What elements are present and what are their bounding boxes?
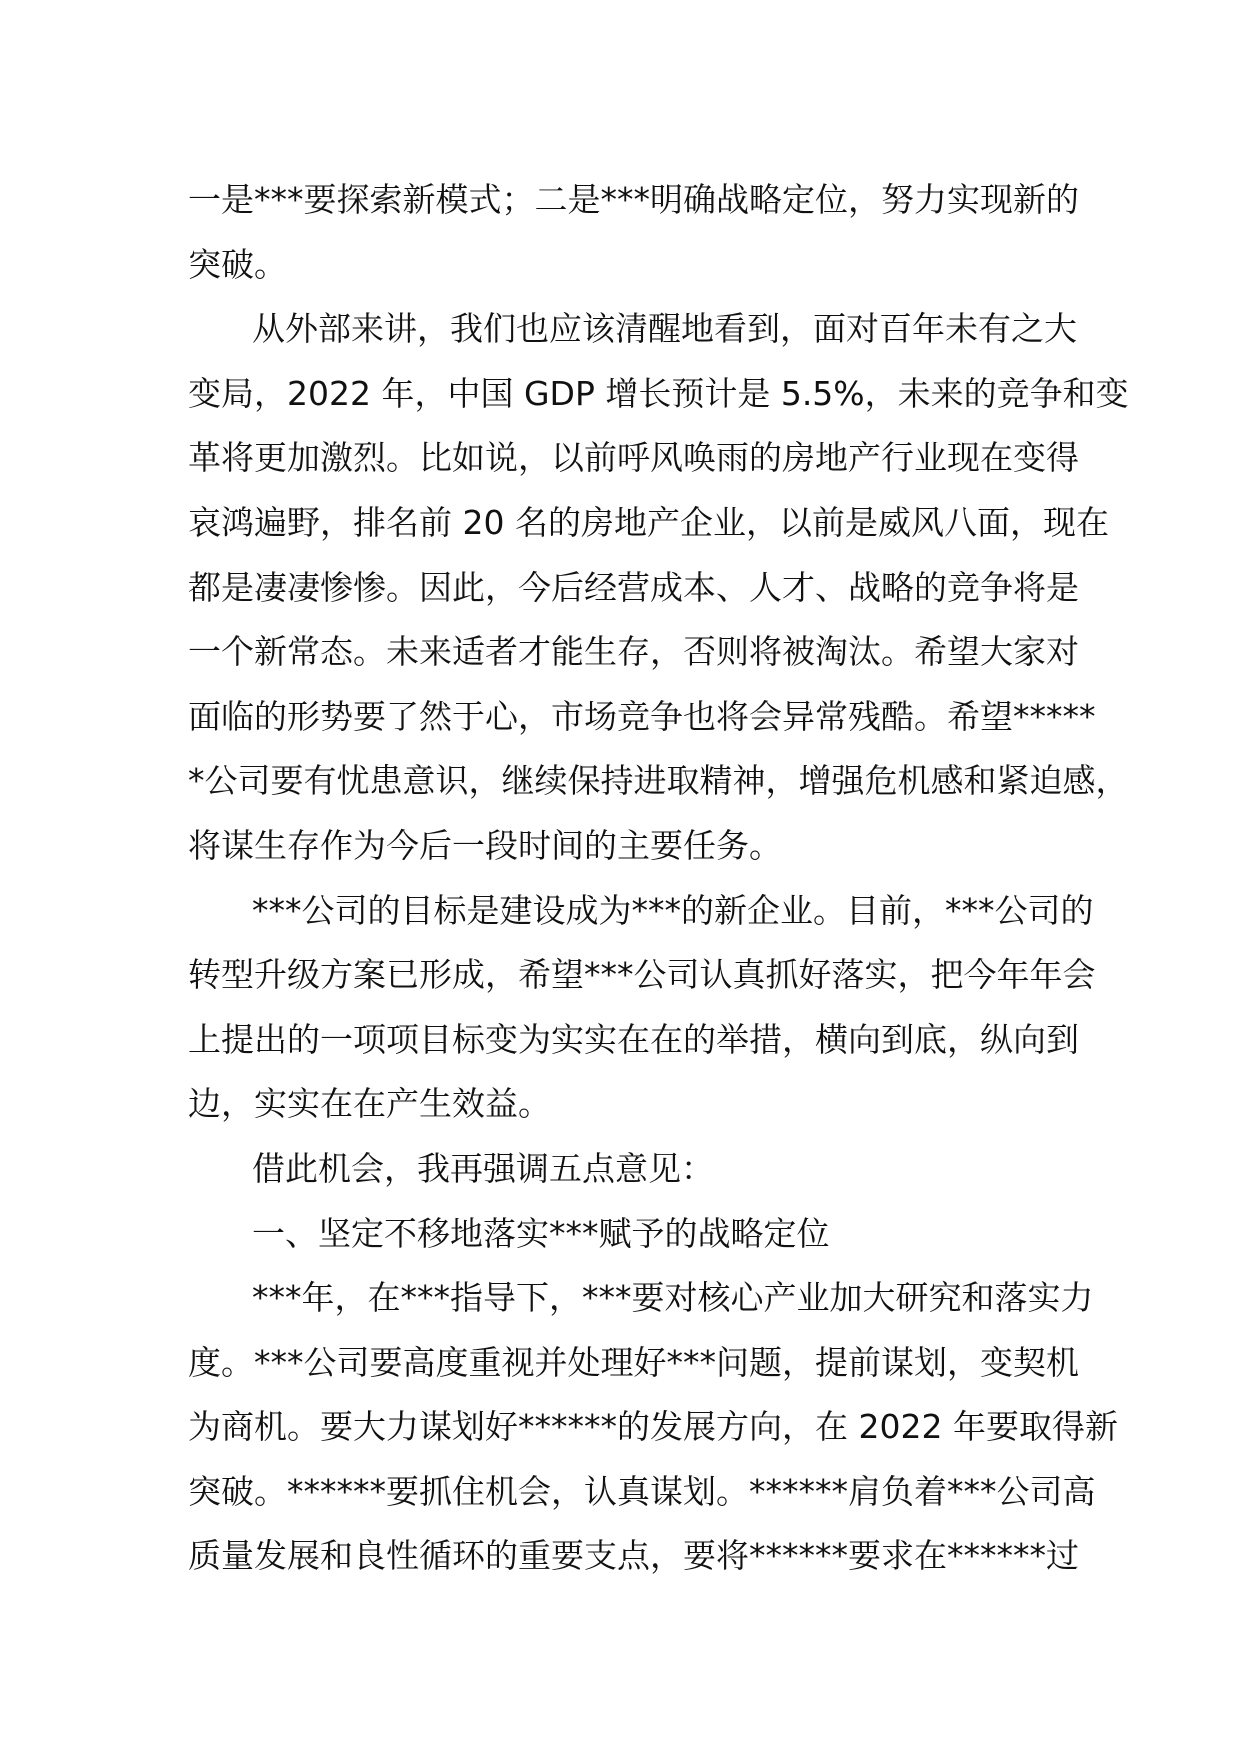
- text-line: 将谋生存作为今后一段时间的主要任务。: [188, 825, 782, 865]
- text-line: 借此机会，我再强调五点意见：: [252, 1148, 714, 1188]
- text-line: 转型升级方案已形成，希望***公司认真抓好落实，把今年年会: [188, 955, 1096, 995]
- text-line: 哀鸿遍野，排名前 20 名的房地产企业，以前是威风八面，现在: [188, 502, 1109, 542]
- text-line: 从外部来讲，我们也应该清醒地看到，面对百年未有之大: [252, 309, 1077, 349]
- text-line: 边，实实在在产生效益。: [188, 1084, 551, 1124]
- text-line: ***公司的目标是建设成为***的新企业。目前，***公司的: [252, 890, 1094, 930]
- body-text: [188, 168, 1129, 1589]
- text-line: 上提出的一项项目标变为实实在在的举措，横向到底，纵向到: [188, 1019, 1079, 1059]
- text-line: *公司要有忧患意识，继续保持进取精神，增强危机感和紧迫感，: [188, 761, 1129, 801]
- text-line: 一是***要探索新模式；二是***明确战略定位，努力实现新的: [188, 180, 1079, 219]
- text-line: 质量发展和良性循环的重要支点，要将******要求在******过: [188, 1536, 1079, 1576]
- text-line: 变局，2022 年，中国 GDP 增长预计是 5.5%，未来的竞争和变: [188, 373, 1129, 413]
- text-line: 突破。: [188, 244, 287, 284]
- text-line: 面临的形势要了然于心，市场竞争也将会异常残酷。希望*****: [188, 696, 1096, 736]
- text-line: 都是凄凄惨惨。因此，今后经营成本、人才、战略的竞争将是: [188, 567, 1079, 607]
- text-line: 革将更加激烈。比如说，以前呼风唤雨的房地产行业现在变得: [188, 438, 1079, 478]
- text-line: 度。***公司要高度重视并处理好***问题，提前谋划，变契机: [188, 1342, 1079, 1382]
- text-line: 一、坚定不移地落实***赋予的战略定位: [252, 1213, 830, 1253]
- text-line: 一个新常态。未来适者才能生存，否则将被淘汰。希望大家对: [188, 632, 1079, 672]
- text-line: 为商机。要大力谋划好******的发展方向，在 2022 年要取得新: [188, 1407, 1118, 1447]
- text-line: 突破。******要抓住机会，认真谋划。******肩负着***公司高: [188, 1471, 1096, 1511]
- text-line: ***年，在***指导下，***要对核心产业加大研究和落实力: [252, 1278, 1094, 1318]
